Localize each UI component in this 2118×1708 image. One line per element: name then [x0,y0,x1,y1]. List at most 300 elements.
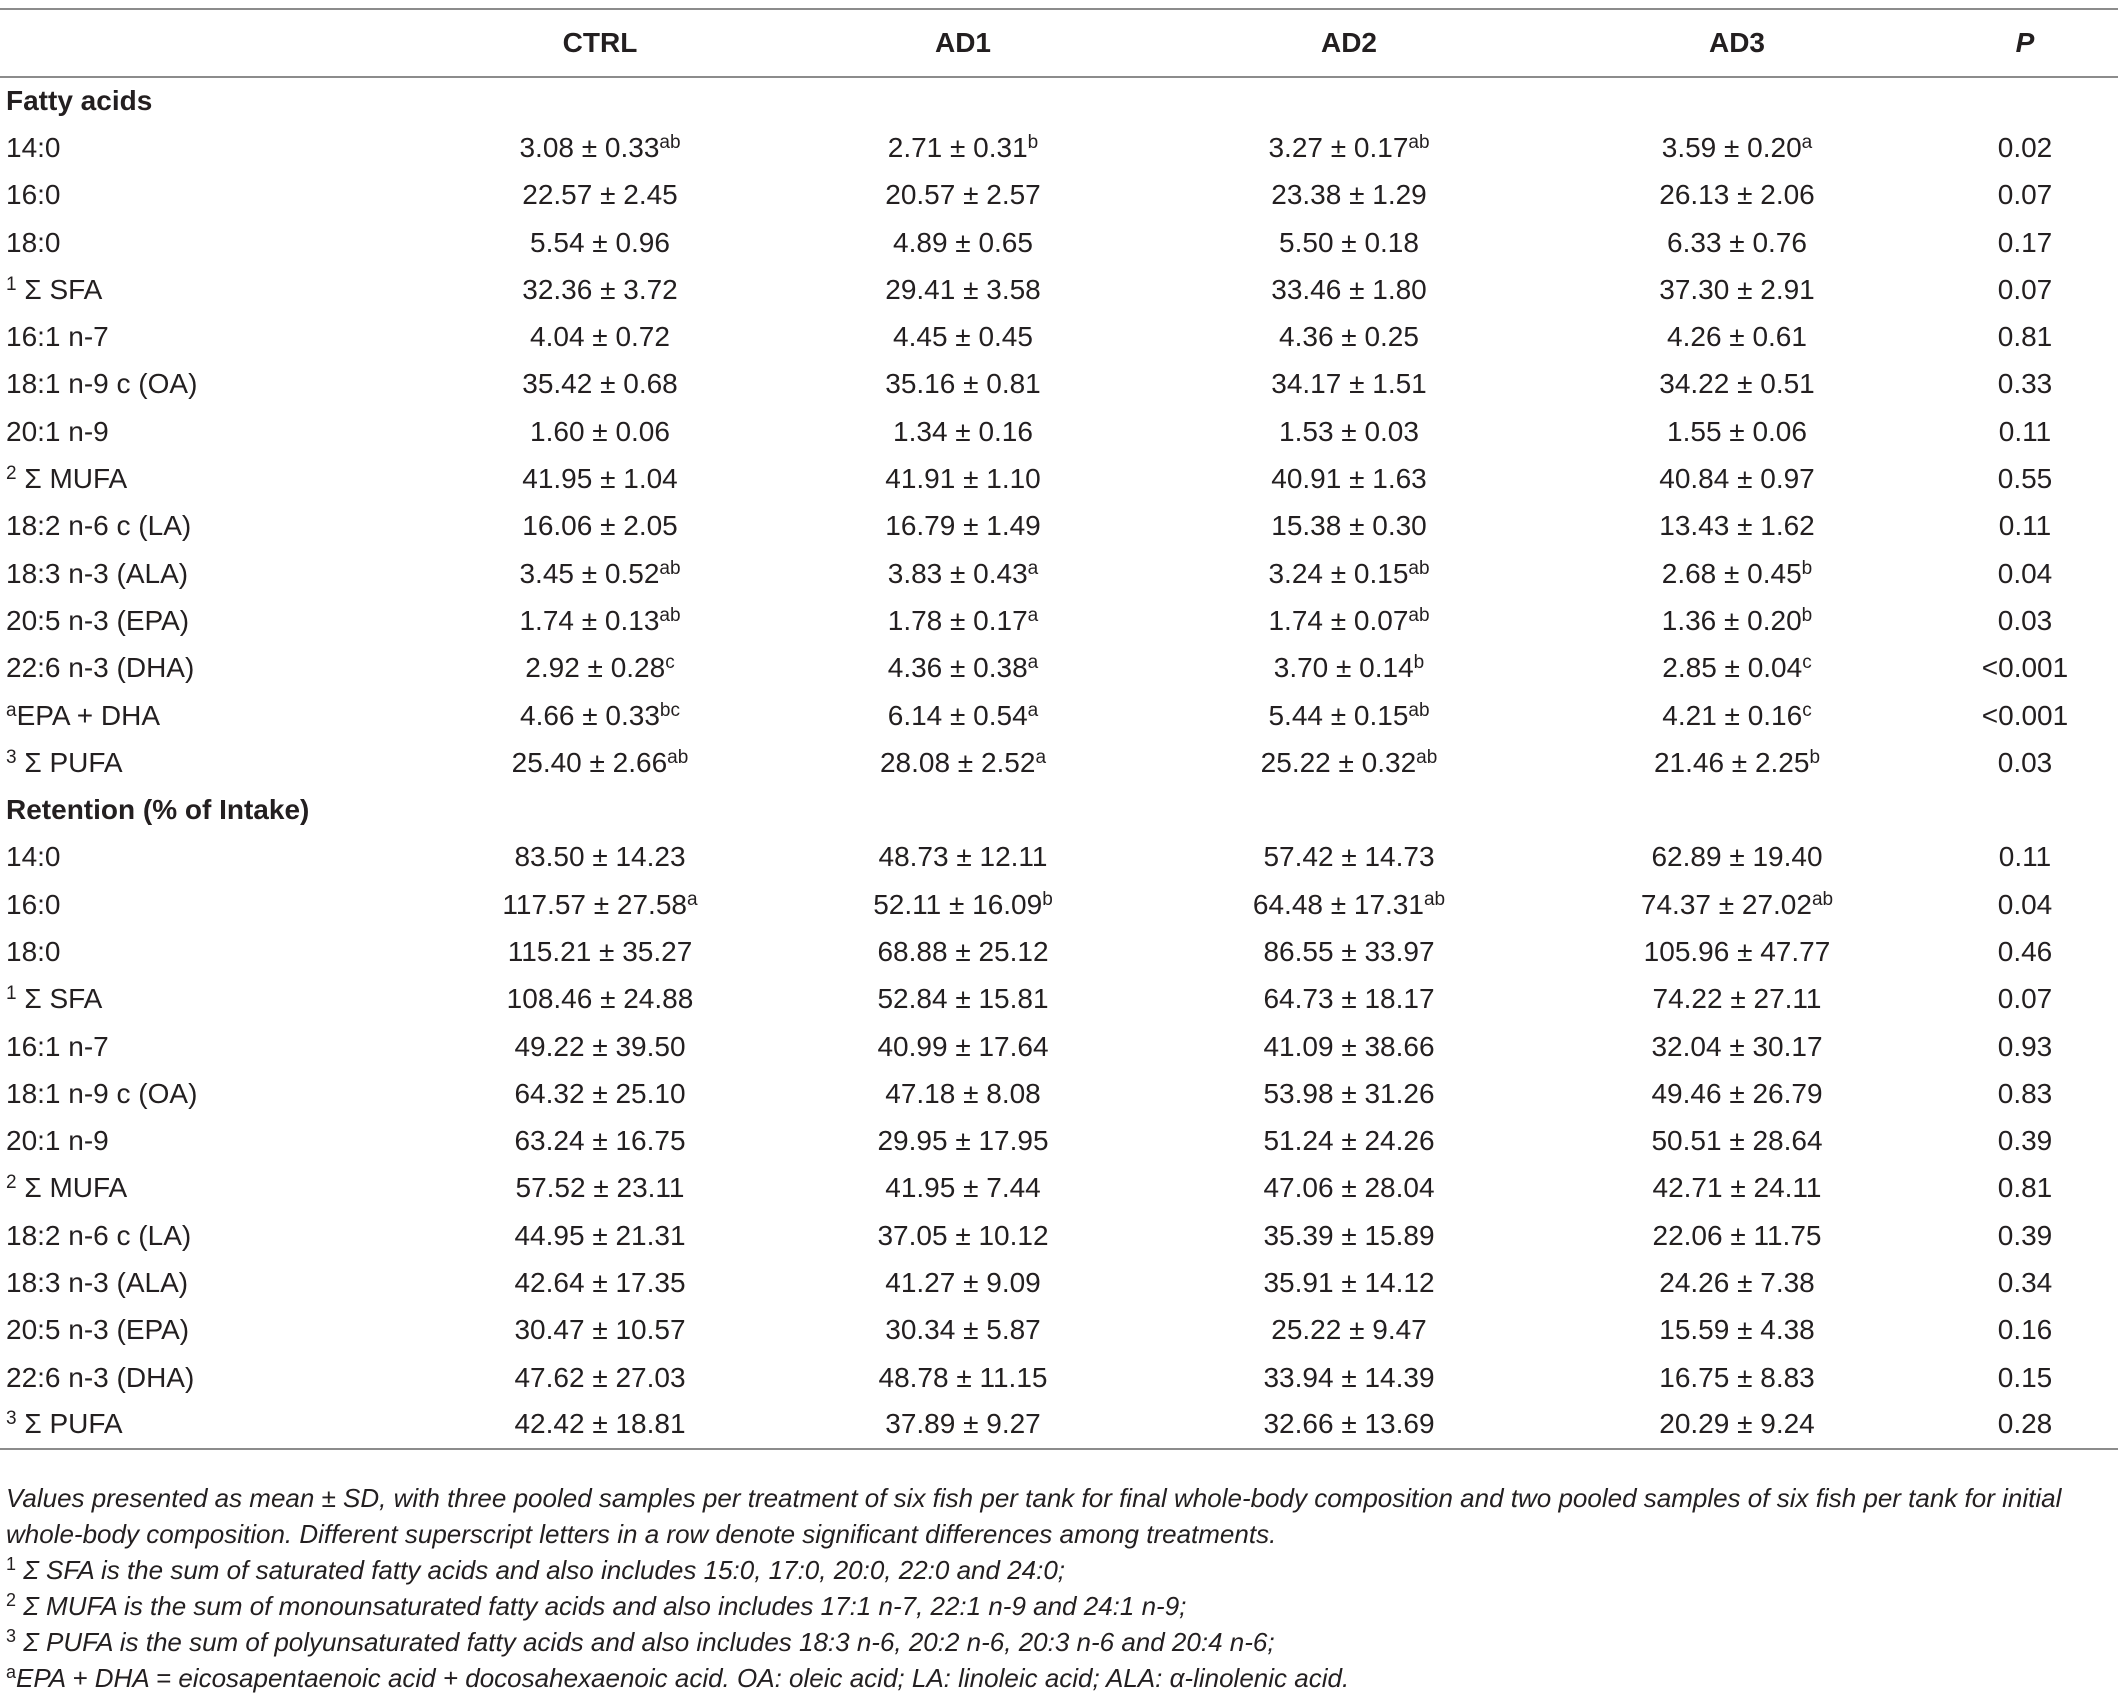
value-text: 37.89 ± 9.27 [885,1408,1041,1440]
row-label [0,645,430,692]
header-label-col [0,9,430,77]
value-text: 25.22 ± 0.32 [1260,746,1417,778]
p-value-cell: 0.03 [1997,604,2053,636]
value-text: 41.95 ± 1.04 [522,463,678,495]
value-text: 63.24 ± 16.75 [514,1125,686,1157]
significance-letter: a [1801,131,1813,153]
value-text: 2.85 ± 0.04 [1662,652,1803,684]
value-cell [770,928,1156,975]
p-value-cell: 0.33 [1997,368,2053,400]
p-value-cell: 0.04 [1997,557,2053,589]
row-label-text: 22:6 n-3 (DHA) [6,1361,195,1393]
p-value-cell: 0.11 [1998,510,2052,542]
value-text: 4.36 ± 0.25 [1279,321,1419,353]
value-cell [430,1212,770,1259]
row-label-text: 18:0 [6,935,61,967]
value-cell [1156,692,1542,739]
value-text: 64.32 ± 25.10 [514,1077,686,1109]
significance-letter: ab [659,604,681,626]
value-text: 37.05 ± 10.12 [877,1219,1049,1251]
value-cell [1542,834,1932,881]
value-text: 64.73 ± 18.17 [1263,983,1435,1015]
row-label-text: 18:0 [6,226,61,258]
table-row [0,1401,2118,1448]
value-text: 3.45 ± 0.52 [519,557,660,589]
value-text: 1.78 ± 0.17 [887,604,1028,636]
value-cell [1542,1070,1932,1117]
value-cell [1542,219,1932,266]
value-cell [1156,1118,1542,1165]
row-label-text: 16:1 n-7 [6,321,109,353]
significance-letter: b [1027,131,1039,153]
significance-letter: c [665,652,675,674]
value-cell [430,313,770,360]
value-text: 47.18 ± 8.08 [885,1077,1041,1109]
value-text: 4.21 ± 0.16 [1662,699,1803,731]
value-text: 24.26 ± 7.38 [1659,1267,1815,1299]
value-cell [770,124,1156,171]
value-text: 3.70 ± 0.14 [1273,652,1414,684]
value-text: 47.06 ± 28.04 [1263,1172,1435,1204]
value-cell [430,597,770,644]
value-cell [1542,928,1932,975]
row-label-mark: 1 [6,273,17,295]
value-text: 62.89 ± 19.40 [1651,841,1823,873]
p-value-cell: 0.34 [1997,1267,2053,1299]
value-text: 22.06 ± 11.75 [1652,1219,1822,1251]
significance-letter: a [1027,604,1039,626]
footnote-text: Σ PUFA is the sum of polyunsaturated fatty acids and also includes 18:3 n-6, 20:2 n-6, 20:3 n-6 and 20:4 n-6; [16,1627,1275,1657]
value-text: 28.08 ± 2.52 [879,746,1036,778]
significance-letter: ab [659,557,681,579]
row-label [0,1307,430,1354]
value-cell [430,550,770,597]
value-cell [1542,1354,1932,1401]
value-cell [430,976,770,1023]
value-cell [1542,976,1932,1023]
value-text: 40.99 ± 17.64 [877,1030,1049,1062]
value-cell [770,1165,1156,1212]
significance-letter: c [1802,652,1812,674]
row-label-text: Σ MUFA [16,1172,128,1204]
row-label [0,597,430,644]
p-value-cell: 0.07 [1997,179,2053,211]
row-label [0,361,430,408]
table-row [0,266,2118,313]
row-label [0,124,430,171]
value-text: 48.78 ± 11.15 [878,1361,1048,1393]
value-cell [1156,928,1542,975]
value-text: 115.21 ± 35.27 [507,935,693,967]
p-value-cell: 0.03 [1997,746,2053,778]
value-cell [1156,739,1542,786]
value-cell [1156,361,1542,408]
value-cell [430,1070,770,1117]
value-text: 29.41 ± 3.58 [885,273,1041,305]
table-row [0,976,2118,1023]
header-row [0,9,2118,77]
value-text: 15.38 ± 0.30 [1271,510,1427,542]
row-label [0,1165,430,1212]
row-label [0,503,430,550]
value-text: 4.04 ± 0.72 [530,321,670,353]
table-row [0,219,2118,266]
table-row [0,1165,2118,1212]
table-row [0,124,2118,171]
fatty-acid-table [0,8,2118,1450]
value-text: 105.96 ± 47.77 [1643,935,1831,967]
value-cell [1156,313,1542,360]
value-text: 108.46 ± 24.88 [506,983,694,1015]
table-row [0,1307,2118,1354]
value-cell [770,361,1156,408]
value-cell [770,1354,1156,1401]
value-cell [770,1401,1156,1448]
value-text: 83.50 ± 14.23 [514,841,686,873]
value-cell [1156,597,1542,644]
value-text: 29.95 ± 17.95 [877,1125,1049,1157]
footnote-main: Values presented as mean ± SD, with three pooled samples per treatment of six fish per tank for final whole-body composition and two pooled samples of six fish per tank for initial whole-body composition. Different superscript letters in a row denote significant differences among treatments. [6,1483,2062,1549]
value-cell [1156,976,1542,1023]
value-cell [1542,408,1932,455]
p-value-cell: 0.04 [1997,888,2053,920]
value-text: 41.09 ± 38.66 [1263,1030,1435,1062]
p-value-cell: 0.15 [1997,1361,2053,1393]
p-value-cell: 0.81 [1997,1172,2053,1204]
row-label-mark: 1 [6,983,17,1005]
row-label [0,1259,430,1306]
value-cell [770,455,1156,502]
row-label-text: Σ MUFA [16,463,128,495]
p-value-cell: 0.39 [1997,1219,2053,1251]
significance-letter: bc [659,699,680,721]
value-cell [1542,645,1932,692]
p-value-cell: 0.83 [1997,1077,2053,1109]
value-text: 16.79 ± 1.49 [885,510,1041,542]
value-text: 1.74 ± 0.07 [1268,604,1409,636]
value-cell [430,503,770,550]
value-cell [430,408,770,455]
value-text: 1.34 ± 0.16 [893,415,1033,447]
value-cell [430,219,770,266]
section-row [0,786,2118,833]
p-value-cell: 0.28 [1932,1401,2118,1448]
row-label-text: 20:5 n-3 (EPA) [6,604,190,636]
significance-letter: a [1027,699,1039,721]
table-row [0,834,2118,881]
value-cell [430,692,770,739]
value-cell [430,1259,770,1306]
p-value-cell: 0.55 [1997,463,2053,495]
row-label-text: 20:1 n-9 [6,1125,109,1157]
header-ad2: AD2 [1156,9,1542,77]
row-label-text: 22:6 n-3 (DHA) [6,652,195,684]
value-text: 37.30 ± 2.91 [1659,273,1815,305]
value-cell [770,976,1156,1023]
value-cell [430,1354,770,1401]
value-cell [430,172,770,219]
footnote-mark: 1 [6,1554,17,1574]
table-row [0,1259,2118,1306]
value-text: 42.64 ± 17.35 [514,1267,686,1299]
value-cell [1542,1165,1932,1212]
significance-letter: b [1809,746,1821,768]
footnote-epa-dha [6,1660,2106,1696]
footnote-text: Σ SFA is the sum of saturated fatty acids and also includes 15:0, 17:0, 20:0, 22:0 and 24:0; [16,1555,1066,1585]
p-value-cell: 0.02 [1997,131,2053,163]
footnote-mark: 3 [6,1626,17,1646]
value-text: 50.51 ± 28.64 [1651,1125,1823,1157]
value-text: 13.43 ± 1.62 [1659,510,1815,542]
value-text: 2.68 ± 0.45 [1661,557,1802,589]
value-text: 41.95 ± 7.44 [885,1172,1041,1204]
value-cell [770,503,1156,550]
value-cell [1156,834,1542,881]
p-value-cell: 0.93 [1997,1030,2053,1062]
value-text: 1.55 ± 0.06 [1667,415,1807,447]
significance-letter: a [1035,746,1047,768]
table-row [0,739,2118,786]
row-label-text: Σ SFA [16,273,103,305]
p-value-cell: 0.11 [1998,841,2052,873]
value-text: 4.45 ± 0.45 [893,321,1033,353]
value-text: 34.17 ± 1.51 [1271,368,1427,400]
row-label-mark: 2 [6,1172,17,1194]
value-cell [1542,503,1932,550]
row-label [0,455,430,502]
p-value-cell: <0.001 [1981,652,2069,684]
value-text: 74.22 ± 27.11 [1652,983,1822,1015]
value-cell [770,266,1156,313]
p-value-cell: 0.39 [1997,1125,2053,1157]
value-cell [430,1401,770,1448]
value-cell [430,1165,770,1212]
significance-letter: b [1042,888,1053,910]
value-cell [1542,1118,1932,1165]
row-label [0,1118,430,1165]
value-cell [430,928,770,975]
row-label [0,1023,430,1070]
significance-letter: ab [1408,699,1430,721]
row-label [0,1401,430,1448]
value-cell [1542,313,1932,360]
table-row [0,455,2118,502]
value-text: 35.42 ± 0.68 [522,368,678,400]
row-label-text: EPA + DHA [16,699,161,731]
value-text: 52.84 ± 15.81 [877,983,1049,1015]
table-row [0,408,2118,455]
value-text: 1.60 ± 0.06 [530,415,670,447]
value-text: 74.37 ± 27.02 [1640,888,1812,920]
row-label-text: 18:1 n-9 c (OA) [6,368,198,400]
value-text: 4.36 ± 0.38 [887,652,1028,684]
row-label-text: 14:0 [6,841,61,873]
table-row [0,1070,2118,1117]
row-label-mark: 3 [6,746,17,768]
footnote-mufa [6,1588,2106,1624]
value-text: 3.24 ± 0.15 [1268,557,1409,589]
header-ctrl: CTRL [430,9,770,77]
table-row [0,928,2118,975]
value-text: 49.46 ± 26.79 [1651,1077,1823,1109]
value-text: 41.27 ± 9.09 [885,1267,1041,1299]
value-cell [1156,1354,1542,1401]
value-text: 25.40 ± 2.66 [511,746,668,778]
value-cell [770,692,1156,739]
value-text: 4.26 ± 0.61 [1667,321,1807,353]
row-label [0,172,430,219]
footnote-pufa [6,1624,2106,1660]
p-value-cell: 0.46 [1997,935,2053,967]
row-label-text: 16:0 [6,888,61,920]
value-text: 41.91 ± 1.10 [885,463,1041,495]
value-cell [1156,503,1542,550]
value-text: 57.52 ± 23.11 [515,1172,685,1204]
value-cell [1542,550,1932,597]
row-label-text: Σ SFA [16,983,103,1015]
value-text: 6.14 ± 0.54 [887,699,1028,731]
value-text: 6.33 ± 0.76 [1667,226,1807,258]
value-text: 20.57 ± 2.57 [885,179,1041,211]
row-label-text: 20:5 n-3 (EPA) [6,1314,190,1346]
row-label [0,834,430,881]
value-cell [1542,1212,1932,1259]
table-row [0,1354,2118,1401]
p-value-cell: 0.07 [1997,983,2053,1015]
table-row [0,1118,2118,1165]
value-text: 22.57 ± 2.45 [522,179,678,211]
value-cell [430,455,770,502]
value-text: 42.71 ± 24.11 [1652,1172,1822,1204]
value-text: 44.95 ± 21.31 [514,1219,686,1251]
footnote-text: EPA + DHA = eicosapentaenoic acid + docosahexaenoic acid. OA: oleic acid; LA: linoleic acid; ALA: α-linolenic acid. [16,1663,1350,1693]
value-text: 117.57 ± 27.58 [502,888,687,920]
value-cell [770,834,1156,881]
value-text: 40.91 ± 1.63 [1271,463,1427,495]
value-text: 3.08 ± 0.33 [519,131,660,163]
value-cell [1156,1070,1542,1117]
value-cell [1542,266,1932,313]
row-label [0,1070,430,1117]
table-row [0,361,2118,408]
value-cell [1156,1401,1542,1448]
p-value-cell: 0.16 [1997,1314,2053,1346]
value-cell [1156,266,1542,313]
row-label-mark: 3 [6,1408,17,1430]
table-row [0,172,2118,219]
significance-letter: c [1802,699,1812,721]
value-cell [770,1118,1156,1165]
value-cell [1156,455,1542,502]
value-text: 25.22 ± 9.47 [1271,1314,1427,1346]
row-label [0,313,430,360]
significance-letter: ab [1408,604,1430,626]
value-text: 21.46 ± 2.25 [1653,746,1810,778]
value-cell [770,313,1156,360]
row-label [0,266,430,313]
significance-letter: a [686,888,698,910]
value-cell [1542,692,1932,739]
value-cell [770,881,1156,928]
row-label-mark: a [6,699,17,721]
value-cell [1156,219,1542,266]
row-label [0,550,430,597]
table-row [0,550,2118,597]
value-cell [1542,1023,1932,1070]
value-cell [770,408,1156,455]
value-cell [770,739,1156,786]
value-text: 32.04 ± 30.17 [1651,1030,1823,1062]
p-value-cell: 0.81 [1997,321,2053,353]
value-cell [430,1023,770,1070]
value-cell [1542,881,1932,928]
value-cell [1542,739,1932,786]
value-cell [430,266,770,313]
value-text: 20.29 ± 9.24 [1659,1408,1815,1440]
value-cell [430,881,770,928]
value-cell [1156,1165,1542,1212]
value-cell [1542,1307,1932,1354]
value-text: 64.48 ± 17.31 [1252,888,1424,920]
value-text: 48.73 ± 12.11 [878,841,1048,873]
row-label-text: Σ PUFA [16,1408,123,1440]
row-label-text: 20:1 n-9 [6,415,109,447]
row-label-text: 16:0 [6,179,61,211]
row-label-text: 18:2 n-6 c (LA) [6,1219,192,1251]
value-text: 15.59 ± 4.38 [1659,1314,1815,1346]
value-text: 16.06 ± 2.05 [522,510,678,542]
value-text: 51.24 ± 24.26 [1263,1125,1435,1157]
value-text: 33.94 ± 14.39 [1263,1361,1435,1393]
value-text: 3.27 ± 0.17 [1268,131,1409,163]
value-cell [1156,1307,1542,1354]
row-label [0,692,430,739]
value-cell [1156,172,1542,219]
value-cell [430,1307,770,1354]
significance-letter: b [1801,557,1813,579]
header-ad3: AD3 [1542,9,1932,77]
value-cell [1156,1259,1542,1306]
value-text: 35.39 ± 15.89 [1263,1219,1435,1251]
footnote-mark: 2 [6,1590,17,1610]
value-cell [1542,124,1932,171]
value-cell [430,1118,770,1165]
p-value-cell: 0.07 [1997,273,2053,305]
row-label-text: Σ PUFA [16,746,123,778]
value-text: 57.42 ± 14.73 [1263,841,1435,873]
row-label [0,1354,430,1401]
value-cell [1542,1401,1932,1448]
table-row [0,645,2118,692]
value-cell [430,361,770,408]
value-text: 40.84 ± 0.97 [1659,463,1815,495]
row-label-text: 18:1 n-9 c (OA) [6,1077,198,1109]
table-row [0,1212,2118,1259]
value-text: 2.92 ± 0.28 [525,652,666,684]
value-text: 1.74 ± 0.13 [519,604,660,636]
value-text: 16.75 ± 8.83 [1659,1361,1815,1393]
value-text: 26.13 ± 2.06 [1659,179,1815,211]
row-label-text: 14:0 [6,131,61,163]
value-cell [770,645,1156,692]
value-cell [770,1307,1156,1354]
value-text: 4.89 ± 0.65 [893,226,1033,258]
value-text: 35.91 ± 14.12 [1263,1267,1435,1299]
value-cell [770,219,1156,266]
value-text: 53.98 ± 31.26 [1263,1077,1435,1109]
value-text: 52.11 ± 16.09 [873,888,1043,920]
row-label-text: 18:3 n-3 (ALA) [6,557,189,589]
